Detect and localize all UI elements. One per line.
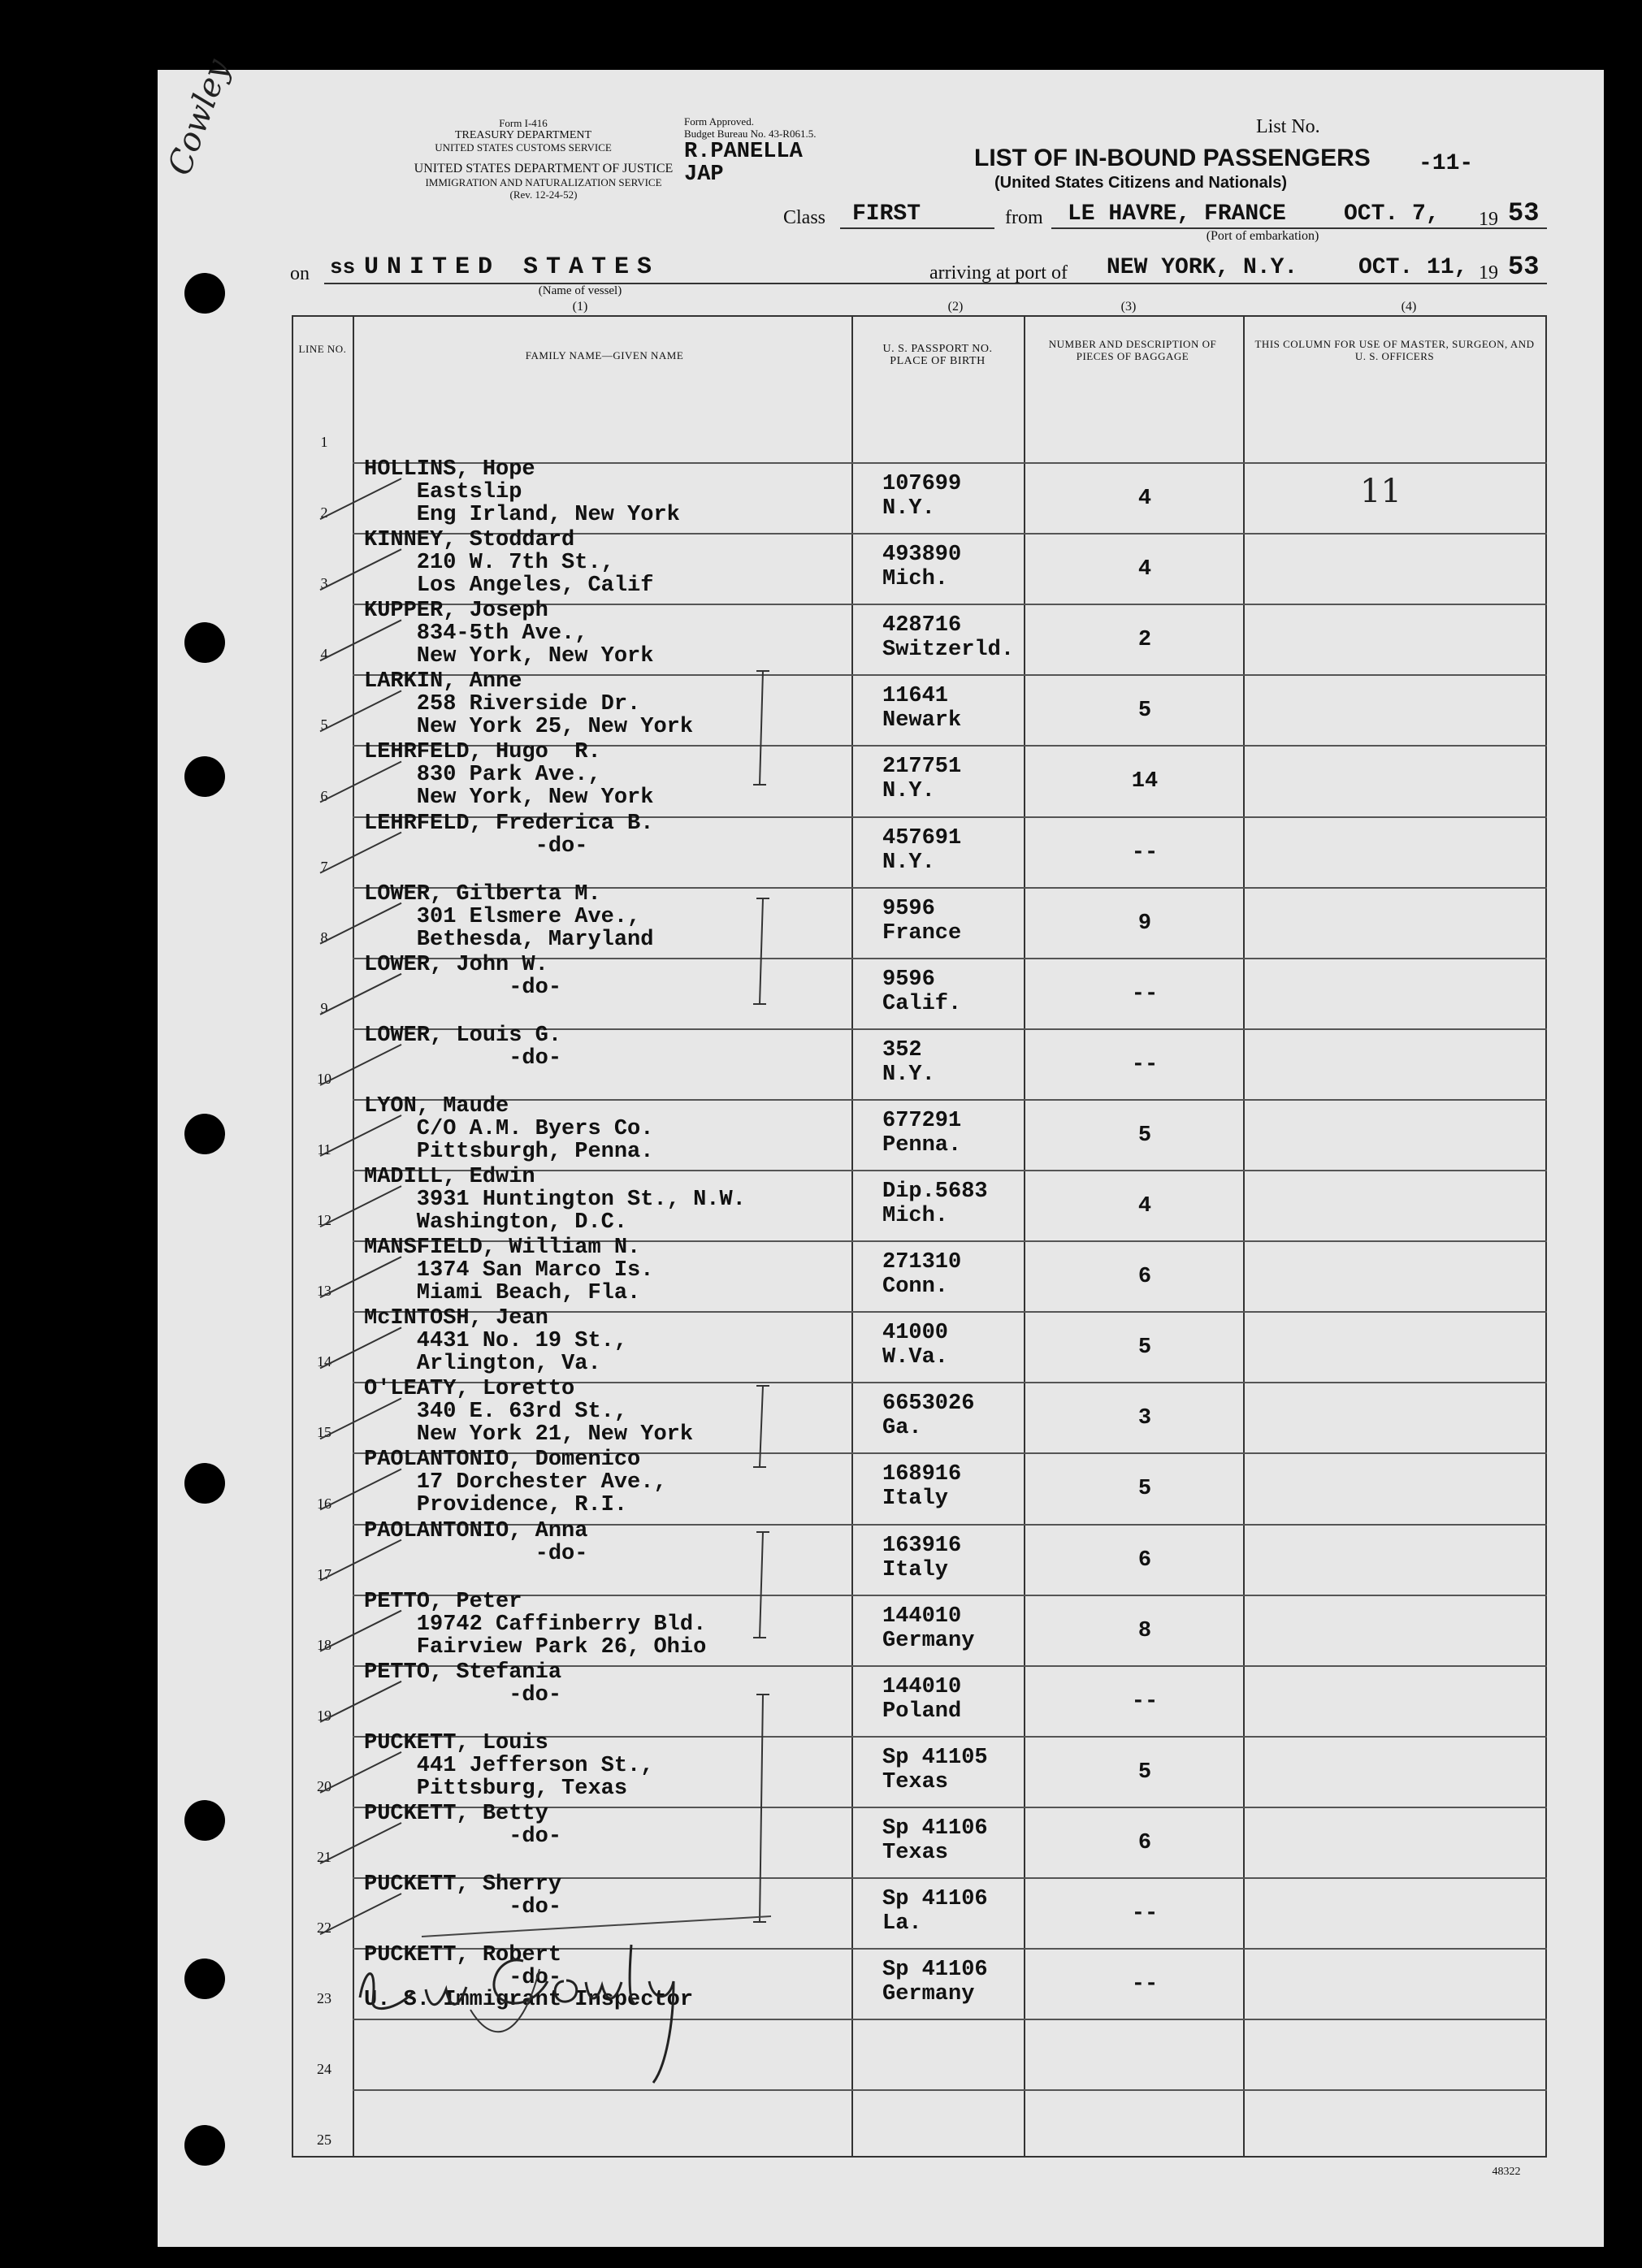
passenger-address-line: Eastslip	[364, 480, 522, 504]
passport-number: 9596	[882, 897, 935, 921]
passenger-address-line: -do-	[364, 834, 588, 859]
passenger-address-line: -do-	[364, 1683, 562, 1707]
baggage-count: 5	[1137, 1760, 1152, 1785]
passenger-address-line: 19742 Caffinberry Bld.	[364, 1612, 707, 1637]
passenger-address-line: New York 25, New York	[364, 715, 694, 739]
baggage-count: 5	[1137, 1123, 1152, 1148]
passenger-name: KINNEY, Stoddard	[364, 528, 575, 552]
baggage-count: 8	[1137, 1619, 1152, 1643]
place-of-birth: N.Y.	[882, 496, 935, 521]
typed-code: JAP	[684, 162, 724, 187]
passport-number: 493890	[882, 543, 962, 567]
col-head-line-no: LINE NO.	[298, 343, 347, 355]
place-of-birth: Italy	[882, 1487, 949, 1511]
margin-note: Cowley	[161, 54, 237, 180]
list-no-label: List No.	[1256, 116, 1320, 137]
place-of-birth: Germany	[882, 1629, 975, 1653]
baggage-count: 6	[1137, 1265, 1152, 1289]
col-number-1: (1)	[572, 300, 588, 314]
ins-service: IMMIGRATION AND NATURALIZATION SERVICE	[425, 176, 662, 188]
place-of-birth: Newark	[882, 708, 962, 733]
passenger-address-line: Eng Irland, New York	[364, 503, 680, 527]
passport-number: 163916	[882, 1534, 962, 1558]
passport-number: 457691	[882, 826, 962, 850]
passenger-name: LEHRFELD, Hugo R.	[364, 740, 601, 764]
manifest-sheet	[158, 54, 1604, 2247]
line-number: 18	[317, 1637, 331, 1653]
passenger-address-line: 210 W. 7th St.,	[364, 551, 614, 575]
passenger-address-line: Pittsburg, Texas	[364, 1777, 628, 1801]
passport-number: 107699	[882, 472, 962, 496]
passport-number: 41000	[882, 1321, 949, 1345]
passport-number: Sp 41106	[882, 1887, 988, 1911]
line-number: 19	[317, 1707, 331, 1724]
baggage-count: 6	[1137, 1831, 1152, 1855]
passenger-name: LARKIN, Anne	[364, 669, 522, 694]
baggage-count: 9	[1137, 911, 1152, 936]
baggage-count: --	[1131, 1972, 1159, 1997]
line-number: 17	[317, 1566, 331, 1582]
baggage-count: --	[1131, 1053, 1159, 1077]
passenger-address-line: Fairview Park 26, Ohio	[364, 1635, 707, 1660]
col-head-officers: THIS COLUMN FOR USE OF MASTER, SURGEON, AND U. S. OFFICERS	[1254, 338, 1535, 362]
place-of-birth: Texas	[882, 1770, 949, 1794]
passenger-address-line: -do-	[364, 1824, 562, 1849]
passport-number: Sp 41106	[882, 1816, 988, 1841]
embark-year: 53	[1508, 198, 1540, 228]
passenger-address-line: -do-	[364, 976, 562, 1000]
from-label: from	[1005, 207, 1043, 228]
passport-number: 144010	[882, 1604, 962, 1629]
passenger-name: PAOLANTONIO, Domenico	[364, 1448, 641, 1472]
passport-number: 168916	[882, 1462, 962, 1487]
baggage-count: --	[1131, 1690, 1159, 1714]
passenger-name: KUPPER, Joseph	[364, 599, 548, 623]
port-caption: (Port of embarkation)	[1206, 229, 1319, 243]
passenger-name: LEHRFELD, Frederica B.	[364, 812, 654, 836]
passenger-address-line: Los Angeles, Calif	[364, 573, 654, 598]
footer-code: 48322	[1492, 2166, 1521, 2178]
form-revision: (Rev. 12-24-52)	[509, 188, 578, 201]
line-number: 1	[320, 434, 328, 450]
passenger-address-line: Miami Beach, Fla.	[364, 1281, 641, 1305]
line-number: 5	[320, 716, 328, 733]
passenger-address-line: New York 21, New York	[364, 1422, 694, 1447]
baggage-count: --	[1131, 982, 1159, 1006]
passport-number: 11641	[882, 684, 949, 708]
passenger-address-line: New York, New York	[364, 786, 654, 810]
baggage-count: 2	[1137, 628, 1152, 652]
passport-number: 677291	[882, 1109, 962, 1133]
place-of-birth: France	[882, 921, 962, 946]
line-number: 22	[317, 1920, 331, 1936]
baggage-count: --	[1131, 1902, 1159, 1926]
place-of-birth: Ga.	[882, 1416, 922, 1440]
passenger-name: LYON, Maude	[364, 1094, 509, 1119]
passenger-address-line: -do-	[364, 1542, 588, 1566]
line-number: 21	[317, 1849, 331, 1865]
ss-label: ss	[330, 255, 356, 279]
passenger-address-line: -do-	[364, 1966, 562, 1990]
place-of-birth: N.Y.	[882, 1063, 935, 1087]
baggage-count: 5	[1137, 699, 1152, 723]
passenger-address-line: 441 Jefferson St.,	[364, 1754, 654, 1778]
place-of-birth: Switzerld.	[882, 638, 1015, 662]
vessel-name: UNITED STATES	[364, 253, 661, 281]
line-number: 25	[317, 2132, 331, 2148]
embark-year-prefix: 19	[1479, 209, 1498, 230]
place-of-birth: Poland	[882, 1699, 962, 1724]
baggage-count: 4	[1137, 1194, 1152, 1218]
passenger-address-line: Bethesda, Maryland	[364, 928, 654, 952]
place-of-birth: Italy	[882, 1558, 949, 1582]
col-head-name: FAMILY NAME—GIVEN NAME	[525, 349, 684, 361]
passenger-address-line: New York, New York	[364, 644, 654, 669]
passenger-name: HOLLINS, Hope	[364, 457, 535, 482]
col-number-4: (4)	[1401, 300, 1417, 314]
passport-number: 352	[882, 1038, 922, 1063]
passenger-name: PAOLANTONIO, Anna	[364, 1519, 588, 1543]
passenger-address-line: Washington, D.C.	[364, 1210, 628, 1235]
baggage-count: 3	[1137, 1406, 1152, 1430]
arrival-year-prefix: 19	[1479, 262, 1498, 284]
place-of-birth: Germany	[882, 1982, 975, 2006]
form-number: Form I-416	[499, 117, 548, 129]
class-value: FIRST	[852, 201, 921, 227]
baggage-count: 5	[1137, 1335, 1152, 1360]
passenger-name: O'LEATY, Loretto	[364, 1377, 575, 1401]
passport-number: 217751	[882, 755, 962, 779]
passenger-address-line: 258 Riverside Dr.	[364, 692, 641, 716]
col-number-2: (2)	[947, 300, 964, 314]
passenger-name: U. S. Immigrant Inspector	[364, 1988, 694, 2012]
baggage-count: 14	[1131, 769, 1159, 794]
embark-date: OCT. 7,	[1344, 201, 1440, 227]
passenger-address-line: 301 Elsmere Ave.,	[364, 905, 641, 929]
place-of-birth: Mich.	[882, 567, 949, 591]
passenger-address-line: Arlington, Va.	[364, 1352, 601, 1376]
passenger-name: MANSFIELD, William N.	[364, 1236, 641, 1260]
line-number: 3	[320, 575, 328, 591]
baggage-count: 6	[1137, 1548, 1152, 1573]
place-of-birth: Conn.	[882, 1275, 949, 1299]
line-number: 8	[320, 929, 328, 946]
passenger-address-line: 830 Park Ave.,	[364, 763, 601, 787]
passport-number: 6653026	[882, 1392, 975, 1416]
passenger-address-line: 1374 San Marco Is.	[364, 1258, 654, 1283]
passenger-name: PUCKETT, Robert	[364, 1943, 562, 1967]
document-subtitle: (United States Citizens and Nationals)	[994, 174, 1288, 192]
passenger-address-line: 17 Dorchester Ave.,	[364, 1470, 667, 1495]
on-label: on	[290, 263, 310, 284]
list-number: -11-	[1419, 151, 1474, 176]
baggage-count: --	[1131, 841, 1159, 865]
line-number: 4	[320, 646, 328, 662]
passenger-name: PETTO, Peter	[364, 1590, 522, 1614]
line-number: 9	[320, 1000, 328, 1016]
line-number: 6	[320, 788, 328, 804]
line-number: 20	[317, 1778, 331, 1794]
arrival-date: OCT. 11,	[1358, 255, 1468, 280]
col-number-3: (3)	[1120, 300, 1137, 314]
inspector-signature	[349, 1912, 804, 2099]
passenger-address-line: -do-	[364, 1046, 562, 1071]
place-of-birth: W.Va.	[882, 1345, 949, 1370]
passenger-address-line: 340 E. 63rd St.,	[364, 1400, 628, 1424]
passenger-address-line: 834-5th Ave.,	[364, 621, 588, 646]
passenger-address-line: Pittsburgh, Penna.	[364, 1140, 654, 1164]
passenger-address-line: -do-	[364, 1895, 562, 1920]
embark-port: LE HAVRE, FRANCE	[1068, 201, 1286, 227]
passenger-name: LOWER, Louis G.	[364, 1024, 562, 1048]
passenger-name: McINTOSH, Jean	[364, 1306, 548, 1331]
passenger-name: LOWER, Gilberta M.	[364, 882, 601, 907]
passenger-address-line: 4431 No. 19 St.,	[364, 1329, 628, 1353]
form-approved: Form Approved.	[684, 115, 754, 128]
place-of-birth: Penna.	[882, 1133, 962, 1158]
passport-number: 9596	[882, 967, 935, 992]
baggage-count: 4	[1137, 557, 1152, 582]
typed-name: R.PANELLA	[684, 140, 803, 164]
place-of-birth: La.	[882, 1911, 922, 1936]
line-number: 16	[317, 1495, 331, 1512]
arrival-port: NEW YORK, N.Y.	[1107, 255, 1298, 280]
passenger-name: PUCKETT, Louis	[364, 1731, 548, 1755]
treasury-department: TREASURY DEPARTMENT	[454, 129, 592, 141]
passport-number: Sp 41106	[882, 1958, 988, 1982]
arrival-year: 53	[1508, 252, 1540, 282]
line-number: 11	[317, 1141, 331, 1158]
place-of-birth: Texas	[882, 1841, 949, 1865]
line-number: 2	[320, 504, 328, 521]
class-label: Class	[783, 207, 826, 228]
line-number: 15	[317, 1424, 331, 1440]
line-number: 13	[317, 1283, 331, 1299]
passenger-name: PUCKETT, Betty	[364, 1802, 548, 1826]
passenger-address-line: Providence, R.I.	[364, 1493, 628, 1517]
line-number: 7	[320, 859, 328, 875]
passenger-name: PUCKETT, Sherry	[364, 1872, 562, 1897]
passport-number: 144010	[882, 1675, 962, 1699]
place-of-birth: Mich.	[882, 1204, 949, 1228]
officer-note: 11	[1360, 473, 1402, 510]
baggage-count: 4	[1137, 487, 1152, 511]
passenger-address-line: C/O A.M. Byers Co.	[364, 1117, 654, 1141]
passport-number: Sp 41105	[882, 1746, 988, 1770]
passport-number: Dip.5683	[882, 1179, 988, 1204]
passport-number: 428716	[882, 613, 962, 638]
col-head-passport: U. S. PASSPORT NO. PLACE OF BIRTH	[882, 343, 993, 367]
passenger-address-line: 3931 Huntington St., N.W.	[364, 1188, 746, 1212]
line-number: 23	[317, 1990, 331, 2006]
place-of-birth: Calif.	[882, 992, 962, 1016]
budget-bureau: Budget Bureau No. 43-R061.5.	[684, 128, 817, 140]
arriving-label: arriving at port of	[929, 262, 1068, 284]
passenger-name: LOWER, John W.	[364, 953, 548, 977]
place-of-birth: N.Y.	[882, 779, 935, 803]
customs-service: UNITED STATES CUSTOMS SERVICE	[435, 141, 612, 154]
vessel-caption: (Name of vessel)	[538, 284, 622, 297]
baggage-count: 5	[1137, 1477, 1152, 1501]
passport-number: 271310	[882, 1250, 962, 1275]
line-number: 24	[317, 2061, 331, 2077]
line-number: 14	[317, 1353, 331, 1370]
department-of-justice: UNITED STATES DEPARTMENT OF JUSTICE	[414, 162, 674, 175]
line-number: 10	[317, 1071, 331, 1087]
passenger-name: MADILL, Edwin	[364, 1165, 535, 1189]
passenger-name: PETTO, Stefania	[364, 1660, 562, 1685]
line-number: 12	[317, 1212, 331, 1228]
col-head-baggage: NUMBER AND DESCRIPTION OF PIECES OF BAGGAGE	[1048, 338, 1217, 362]
place-of-birth: N.Y.	[882, 850, 935, 875]
document-title: LIST OF IN-BOUND PASSENGERS	[974, 145, 1371, 171]
